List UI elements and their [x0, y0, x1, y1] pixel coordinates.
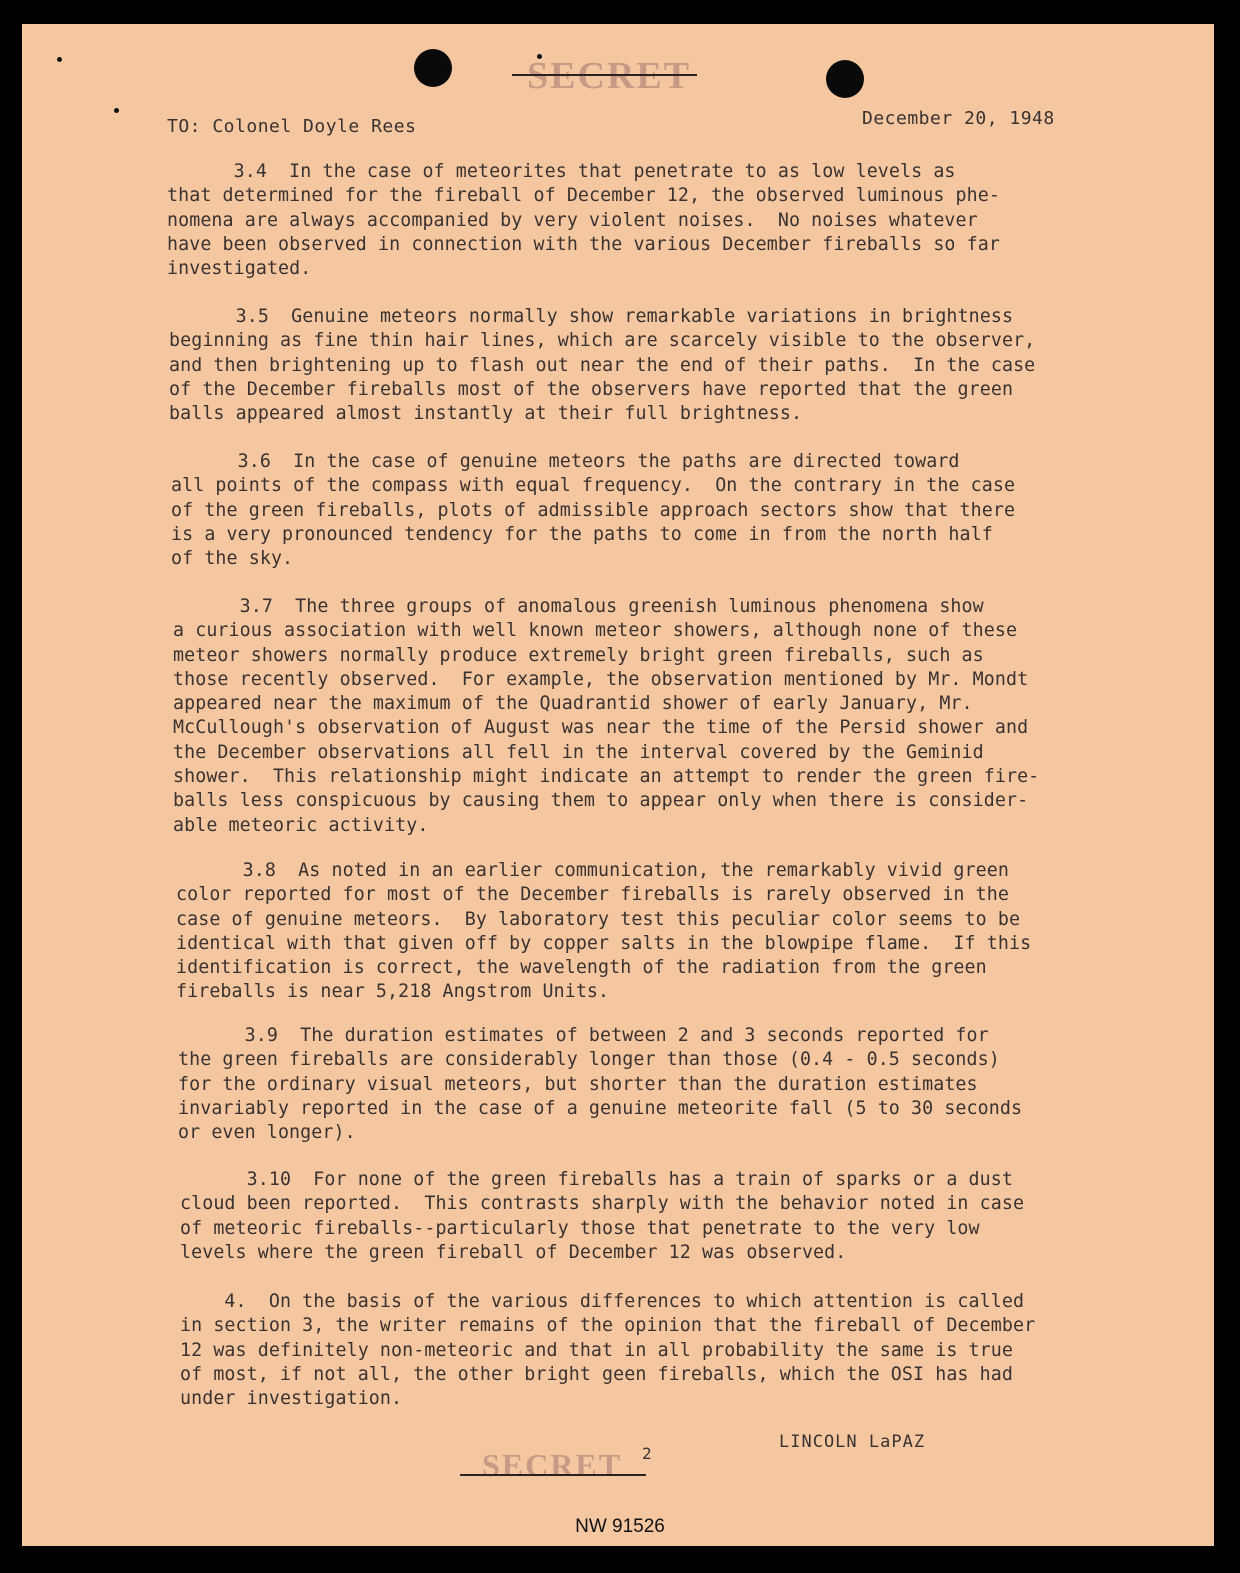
to-line: TO: Colonel Doyle Rees — [167, 116, 417, 137]
document-page — [22, 24, 1214, 1546]
document-id: NW 91526 — [575, 1516, 665, 1537]
paragraph-3-10: 3.10 For none of the green fireballs has a train of sparks or a dust cloud been reported. This contrasts sharply with the behavior noted in case of meteoric fireballs--particularly those that penetrate to the very low levels where the green fireball of December 12 was observed. — [180, 1169, 1025, 1263]
punch-hole-right — [826, 60, 864, 98]
paragraph-3-4: 3.4 In the case of meteorites that penetrate to as low levels as that determined for the fireball of December 12, the observed luminous phe- nomena are always accompanied by very violent noises. No noises whatever have been observed in connection with the various December fireballs so far investigated. — [167, 161, 1000, 280]
paragraph-3-6: 3.6 In the case of genuine meteors the paths are directed toward all points of the compass with equal frequency. On the contrary in the case of the green fireballs, plots of admissible approach sectors show that there is a very pronounced tendency for the paths to come in from the north half of the sky. — [171, 451, 1016, 570]
paragraph-3-5: 3.5 Genuine meteors normally show remarkable variations in brightness beginning as fine thin hair lines, which are scarcely visible to the observer, and then brightening up to flash out near the end of their paths. In the case of the December fireballs most of the observers have reported that the green balls appeared almost instantly at their full brightness. — [169, 306, 1036, 425]
document-date: December 20, 1948 — [862, 108, 1055, 129]
classification-stamp-bottom: SECRET — [482, 1447, 623, 1483]
paragraph-4: 4. On the basis of the various differences to which attention is called in section 3, the writer remains of the opinion that the fireball of December 12 was definitely non-meteoric and that in all probability the same is true of most, if not all, the other bright geen fireballs, which the OSI has had under investigation. — [180, 1291, 1036, 1410]
speck — [114, 108, 119, 113]
strike-line-top — [512, 74, 697, 76]
punch-hole-left — [414, 49, 452, 87]
signature-name: LINCOLN LaPAZ — [779, 1432, 926, 1452]
paragraph-3-8: 3.8 As noted in an earlier communication, the remarkably vivid green color reported for most of the December fireballs is rarely observed in the case of genuine meteors. By laboratory test this peculiar color seems to be identical with that given off by copper salts in the blowpipe flame. If this identification is correct, the wavelength of the radiation from the green fireballs is near 5,218 Angstrom Units. — [176, 860, 1032, 1003]
page-number: 2 — [642, 1444, 652, 1463]
paragraph-3-7: 3.7 The three groups of anomalous greenish luminous phenomena show a curious association with well known meteor showers, although none of these meteor showers normally produce extremely bright green fireballs, such as those recently observed. For example, the observation mentioned by Mr. Mondt appeared near the maximum of the Quadrantid shower of early January, Mr. McCullough's observation of August was near the time of the Persid shower and the December observations all fell in the interval covered by the Geminid shower. This relationship might indicate an attempt to render the green fire- balls less conspicuous by causing them to appear only when there is consider- able meteoric activity. — [173, 596, 1040, 836]
speck — [57, 57, 62, 62]
paragraph-3-9: 3.9 The duration estimates of between 2 and 3 seconds reported for the green fireballs are considerably longer than those (0.4 - 0.5 seconds) for the ordinary visual meteors, but shorter than the duration estimates invariably reported in the case of a genuine meteorite fall (5 to 30 seconds or even longer). — [178, 1025, 1023, 1144]
strike-line-bottom — [460, 1474, 646, 1476]
classification-stamp-top: SECRET — [527, 55, 692, 97]
